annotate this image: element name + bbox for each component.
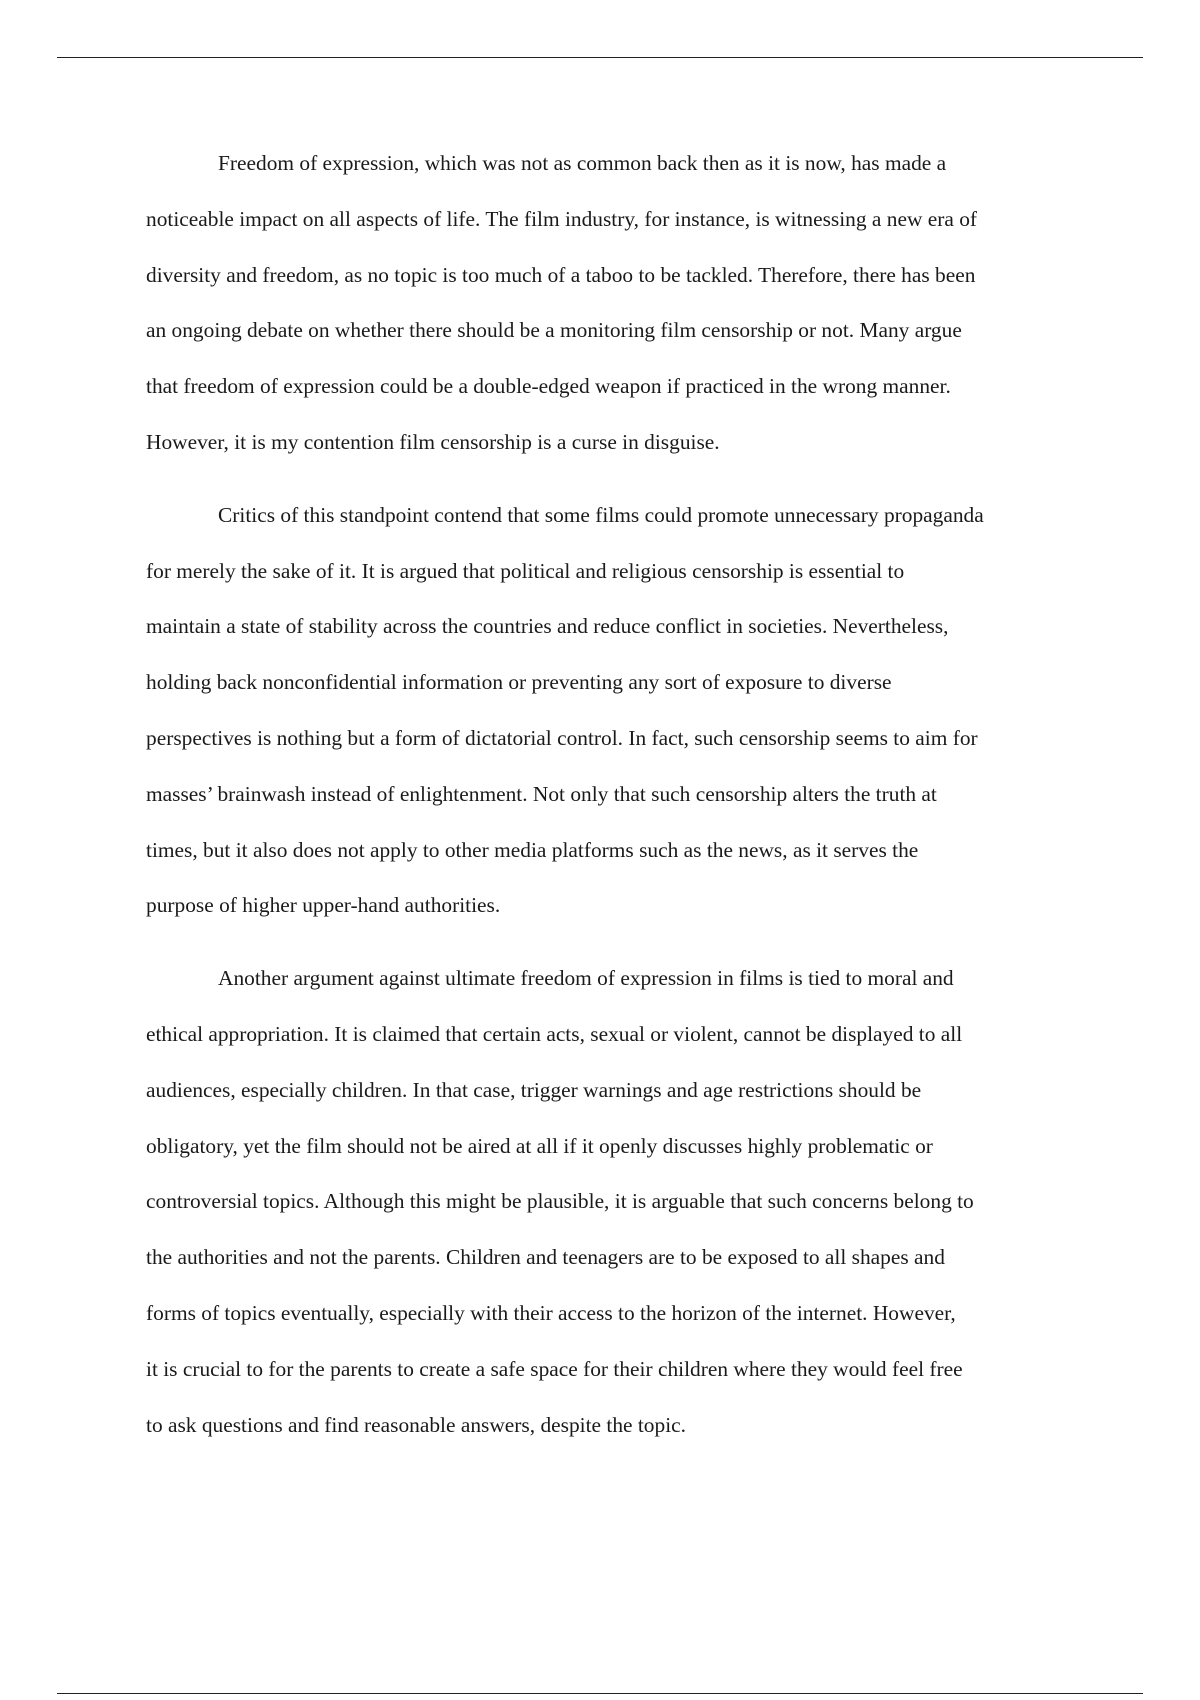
- paragraph-1: [146, 136, 1094, 471]
- text-line: noticeable impact on all aspects of life. The film industry, for instance, is witnessing a new era of: [146, 206, 978, 231]
- header-rule: [57, 57, 1143, 58]
- text-line: purpose of higher upper-hand authorities.: [146, 893, 501, 918]
- text-line: However, it is my contention film censorship is a curse in disguise.: [146, 429, 720, 454]
- text-line: obligatory, yet the film should not be aired at all if it openly discusses highly problematic or: [146, 1133, 933, 1158]
- text-line: holding back nonconfidential information or preventing any sort of exposure to diverse: [146, 670, 892, 695]
- text-line: perspectives is nothing but a form of dictatorial control. In fact, such censorship seems to aim for: [146, 725, 978, 750]
- text-line: Freedom of expression, which was not as common back then as it is now, has made a: [218, 151, 947, 175]
- text-line: controversial topics. Although this might be plausible, it is arguable that such concerns belong to: [146, 1189, 974, 1214]
- paragraph-3: [146, 951, 1094, 1453]
- paragraph-2: [146, 488, 1094, 934]
- text-line: masses’ brainwash instead of enlightenment. Not only that such censorship alters the truth at: [146, 781, 937, 806]
- text-line: Another argument against ultimate freedom of expression in films is tied to moral and: [218, 966, 954, 991]
- footer-rule: [57, 1693, 1143, 1694]
- text-line: to ask questions and find reasonable answers, despite the topic.: [146, 1412, 686, 1437]
- text-line: ethical appropriation. It is claimed that certain acts, sexual or violent, cannot be displayed to all: [146, 1021, 963, 1046]
- text-line: Critics of this standpoint contend that some films could promote unnecessary propaganda: [218, 502, 984, 527]
- text-line: for merely the sake of it. It is argued that political and religious censorship is essential to: [146, 558, 905, 583]
- text-line: it is crucial to for the parents to create a safe space for their children where they would feel free: [146, 1356, 963, 1381]
- text-line: an ongoing debate on whether there should be a monitoring film censorship or not. Many argue: [146, 318, 962, 343]
- text-line: the authorities and not the parents. Children and teenagers are to be exposed to all shapes and: [146, 1245, 945, 1270]
- text-line: forms of topics eventually, especially with their access to the horizon of the internet. However,: [146, 1300, 956, 1325]
- text-line: audiences, especially children. In that case, trigger warnings and age restrictions should be: [146, 1077, 922, 1102]
- text-line: times, but it also does not apply to other media platforms such as the news, as it serves the: [146, 837, 919, 862]
- document-body: [146, 136, 1094, 1470]
- text-line: diversity and freedom, as no topic is too much of a taboo to be tackled. Therefore, there has been: [146, 262, 976, 287]
- text-line: maintain a state of stability across the countries and reduce conflict in societies. Nevertheless,: [146, 614, 949, 639]
- text-line: that freedom of expression could be a double-edged weapon if practiced in the wrong manner.: [146, 374, 951, 399]
